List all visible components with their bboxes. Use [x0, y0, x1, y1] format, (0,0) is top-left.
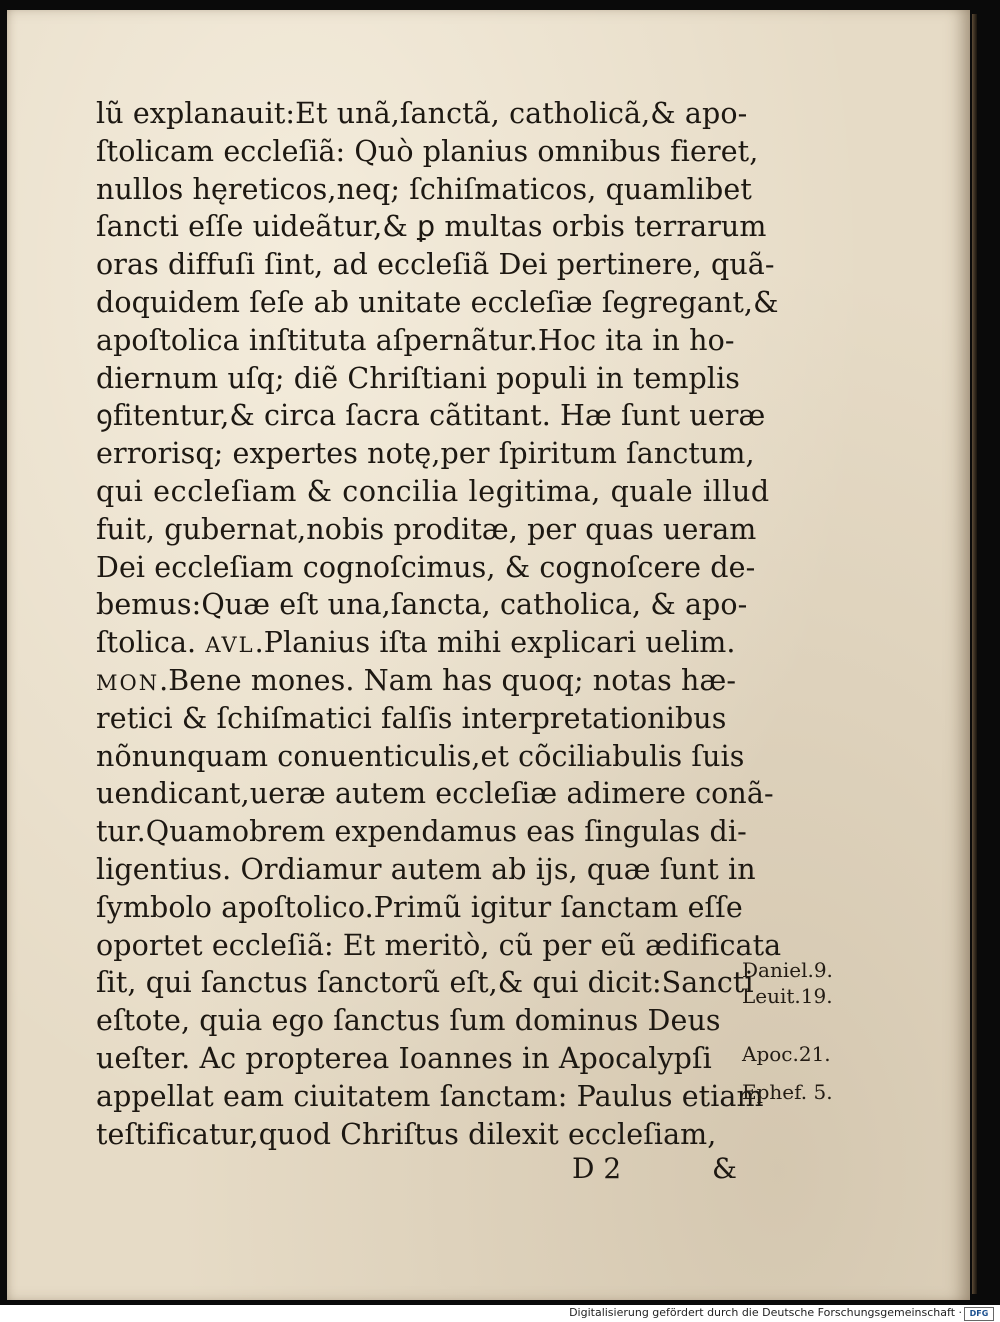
line-16-end: .Bene mones. Nam has quoq; notas hæ-: [159, 663, 737, 697]
page-edge: [972, 14, 977, 1294]
text-line-10: errorisq; expertes notę,per ſpiritum ſanctum,: [96, 437, 755, 471]
text-line-28: teſtificatur,quod Chriſtus dilexit eccleſiam,: [96, 1117, 717, 1151]
text-line-7: apoſtolica inſtituta aſpernãtur.Hoc ita in ho-: [96, 323, 735, 357]
text-line-6: doquidem ſeſe ab unitate eccleſiæ ſegregant,&: [96, 285, 779, 319]
main-text-block: [96, 95, 782, 1153]
text-line-22: ſymbolo apoſtolico.Primũ igitur ſanctam eſſe: [96, 890, 743, 924]
dfg-logo: DFG: [964, 1307, 994, 1321]
text-line-5: oras diffuſi ſint, ad eccleſiã Dei pertinere, quã-: [96, 248, 775, 282]
speaker-mon: MON: [96, 670, 160, 695]
signature-line: [572, 1152, 772, 1190]
text-line-27: appellat eam ciuitatem ſanctam: Paulus etiam: [96, 1079, 764, 1113]
margin-note-ephes: Ephef. 5.: [742, 1080, 833, 1104]
speaker-aul: AVL: [205, 633, 255, 658]
catchword: &: [712, 1152, 737, 1185]
text-line-17: retici & ſchiſmatici falſis interpretationibus: [96, 701, 727, 735]
text-line-8: diernum uſq; diẽ Chriſtiani populi in templis: [96, 361, 741, 395]
margin-note-daniel: Daniel.9.: [742, 958, 833, 982]
line-15-start: ſtolica.: [96, 626, 206, 660]
text-line-3: nullos hęreticos,neq; ſchiſmaticos, quamlibet: [96, 172, 752, 206]
line-15-end: .Planius iſta mihi explicari uelim.: [254, 626, 736, 660]
text-line-11: qui eccleſiam & concilia legitima, quale illud: [96, 474, 770, 508]
footer-bar: [0, 1305, 1000, 1322]
text-line-20: tur.Quamobrem expendamus eas ſingulas di-: [96, 815, 747, 849]
text-line-21: ligentius. Ordiamur autem ab ijs, quæ ſunt in: [96, 852, 756, 886]
text-line-12: fuit, gubernat,nobis proditæ, per quas ueram: [96, 512, 757, 546]
margin-note-apoc: Apoc.21.: [742, 1042, 831, 1066]
text-line-13: Dei eccleſiam cognoſcimus, & cognoſcere de-: [96, 550, 756, 584]
text-line-14: bemus:Quæ eſt una,ſancta, catholica, & apo-: [96, 588, 748, 622]
text-line-19: uendicant,ueræ autem eccleſiæ adimere conã-: [96, 777, 774, 811]
footer-credit: Digitalisierung gefördert durch die Deutsche Forschungsgemeinschaft ·: [569, 1306, 962, 1319]
text-line-1: lũ explanauit:Et unã,ſanctã, catholicã,& apo-: [96, 97, 748, 130]
text-line-15: [96, 624, 746, 662]
text-line-18: nõnunquam conuenticulis,et cõciliabulis ſuis: [96, 739, 745, 773]
text-line-2: ſtolicam eccleſiã: Quò planius omnibus fieret,: [96, 134, 759, 168]
margin-note-leuit: Leuit.19.: [742, 984, 833, 1008]
text-line-23: oportet eccleſiã: Et meritò, cũ per eũ ædificata: [96, 928, 782, 962]
signature-mark: D 2: [572, 1152, 622, 1185]
text-line-9: ꝯfitentur,& circa ſacra cãtitant. Hæ ſunt ueræ: [96, 399, 766, 433]
text-line-26: ueſter. Ac propterea Ioannes in Apocalypſi: [96, 1041, 712, 1075]
text-line-16: [96, 662, 746, 700]
text-line-4: ſancti eſſe uideãtur,& ꝑ multas orbis terrarum: [96, 210, 767, 244]
text-line-25: eſtote, quia ego ſanctus ſum dominus Deus: [96, 1004, 721, 1038]
text-line-24: ſit, qui ſanctus ſanctorũ eſt,& qui dicit:Sancti: [96, 966, 754, 1000]
